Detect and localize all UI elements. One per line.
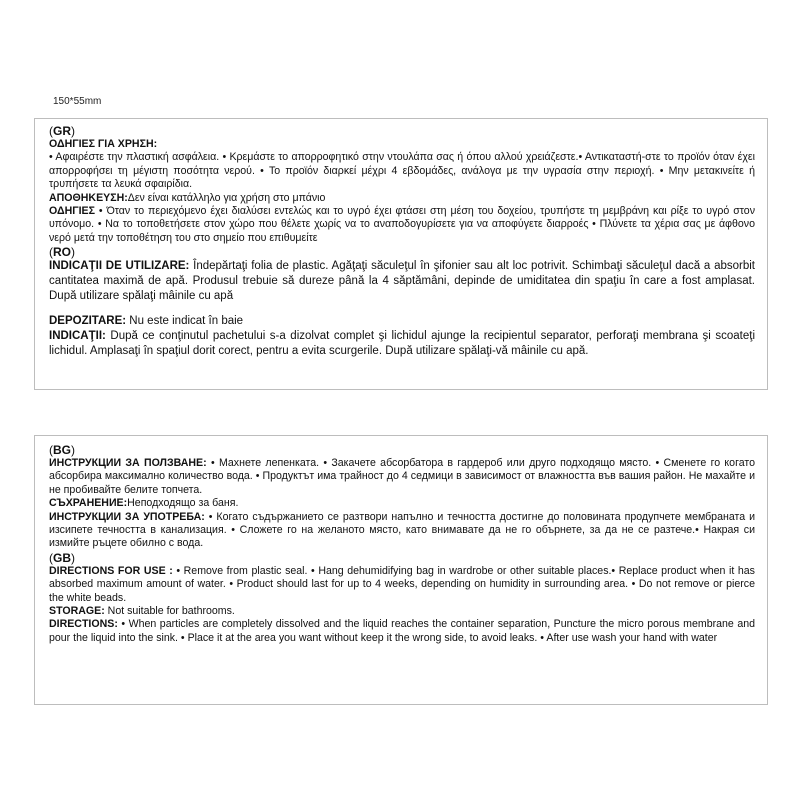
gr-usage-text: • Αφαιρέστε την πλαστική ασφάλεια. • Κρεμάστε το απορροφητικό στην ντουλάπα σας ή όπου αλλού χρειάζεστε.• Αντικαταστή-στε το προϊόν όταν έχει απορροφήσει τη μέγιστη ποσότητα νερού. • Το προϊόν διαρκεί μέχρι 4 εβδομάδες, ανάλογα με την υγρασία στην περιοχή. • Μην μετακινείτε ή τρυπήσετε τα λευκά σφαιρίδια. — [49, 151, 755, 191]
gb-storage-label: STORAGE: — [49, 605, 105, 618]
gb-usage — [49, 565, 755, 605]
language-code-ro: (RO) — [49, 245, 75, 260]
bg-directions-text: • Когато съдържанието се разтвори напълно и течността достигне до половината продупчете мембраната и изсипете течността в канализация. • Сложете го на желаното място, като внимавате да не го обърнете, за да не се разтече.• Накрая си измийте ръцете обилно с вода. — [49, 510, 756, 550]
gb-storage-text: Not suitable for bathrooms. — [104, 605, 235, 618]
gr-storage — [49, 192, 755, 205]
label-panel-gr-ro — [34, 118, 768, 390]
gb-usage-text: • Remove from plastic seal. • Hang dehumidifying bag in wardrobe or other suitable places.• Replace product when it has absorbed maximum amount of water. • Product should last for up to 4 weeks, depending on humidity in surrounding area. • Do not remove or pierce the white beads. — [49, 564, 755, 604]
gb-storage — [49, 605, 755, 618]
ro-storage-text: Nu este indicat în baie — [126, 315, 244, 328]
bg-storage-label: СЪХРАНЕНИЕ: — [49, 497, 128, 510]
ro-directions-text: După ce conţinutul pachetului s-a dizolvat complet şi lichidul ajunge la recipientul separator, perforaţi membrana şi scoateţi lichidul. Amplasaţi în spaţiul dorit corect, pentru a evita scurgerile. După utilizare spălaţi-vă mâinile cu apă. — [49, 330, 755, 358]
gr-usage-heading: ΟΔΗΓΙΕΣ ΓΙΑ ΧΡΗΣΗ: — [49, 138, 158, 150]
ro-directions-label: INDICAŢII: — [49, 330, 106, 343]
bg-usage — [49, 457, 755, 497]
bg-storage-text: Неподходящо за баня. — [127, 497, 239, 510]
gb-directions-label: DIRECTIONS: — [49, 618, 118, 631]
gb-directions — [49, 618, 755, 645]
gr-directions-label: ΟΔΗΓΙΕΣ — [49, 205, 95, 218]
language-code-gb: (GB) — [49, 550, 75, 565]
gr-directions-text: • Όταν το περιεχόμενο έχει διαλύσει εντελώς και το υγρό έχει φτάσει στη μέση του δοχείου, τρυπήστε τη μεμβράνη και ρίξε το υγρό στον υπόνομο. • Να το τοποθετήσετε στον χώρο που θέλετε χωρίς να το αναποδογυρίσετε για να αποφύγετε διαρροές • Πλύνετε τα χέρια σας με άφθονο νερό μετά την τοποθέτηση του στο σημείο που επιθυμείτε — [49, 205, 755, 244]
ro-directions — [49, 329, 755, 359]
gr-storage-text: Δεν είναι κατάλληλο για χρήση στο μπάνιο — [127, 191, 326, 204]
gr-directions — [49, 205, 755, 245]
label-panel-bg-gb — [34, 435, 768, 705]
ro-storage — [49, 314, 755, 329]
bg-usage-text: • Махнете лепенката. • Закачете абсорбатора в гардероб или друго подходящо място. • Сменете го когато абсорбира максимално количество вода. • Продуктът има трайност до 4 седмици в зависимост от влажността във вашия район. Не махайте и не пробивайте белите топчета. — [49, 457, 755, 496]
language-code-gr: (GR) — [49, 124, 75, 138]
bg-usage-label: ИНСТРУКЦИИ ЗА ПОЛЗВАНЕ: — [49, 457, 207, 469]
gr-storage-label: ΑΠΟΘΗΚΕΥΣΗ: — [49, 191, 128, 204]
gb-usage-label: DIRECTIONS FOR USE : — [49, 564, 173, 577]
bg-storage — [49, 497, 755, 510]
bg-directions-label: ИНСТРУКЦИИ ЗА УПОТРЕБА: — [49, 510, 205, 523]
gb-directions-text: • When particles are completely dissolved and the liquid reaches the container separation, Puncture the micro porous membrane and pour the liquid into the sink. • Place it at the area you want without keep it the wrong side, to avoid leaks. • After use wash your hand with water — [49, 618, 755, 644]
bg-directions — [49, 511, 755, 551]
ro-storage-label: DEPOZITARE: — [49, 315, 127, 328]
language-code-bg: (BG) — [49, 443, 75, 457]
ro-usage — [49, 259, 755, 304]
ro-usage-text: Îndepărtaţi folia de plastic. Agăţaţi săculeţul în şifonier sau alt loc potrivit. Schimbaţi săculeţul dacă a absorbit cantitatea maximă de apă. Produsul trebuie să dureze până la 4 săptămâni, depinde de umiditatea din spaţiu în care a fost amplasat. După utilizare spălaţi mâinile cu apă — [49, 260, 755, 303]
ro-usage-label: INDICAŢII DE UTILIZARE: — [49, 260, 190, 273]
label-size-text: 150*55mm — [53, 96, 102, 107]
